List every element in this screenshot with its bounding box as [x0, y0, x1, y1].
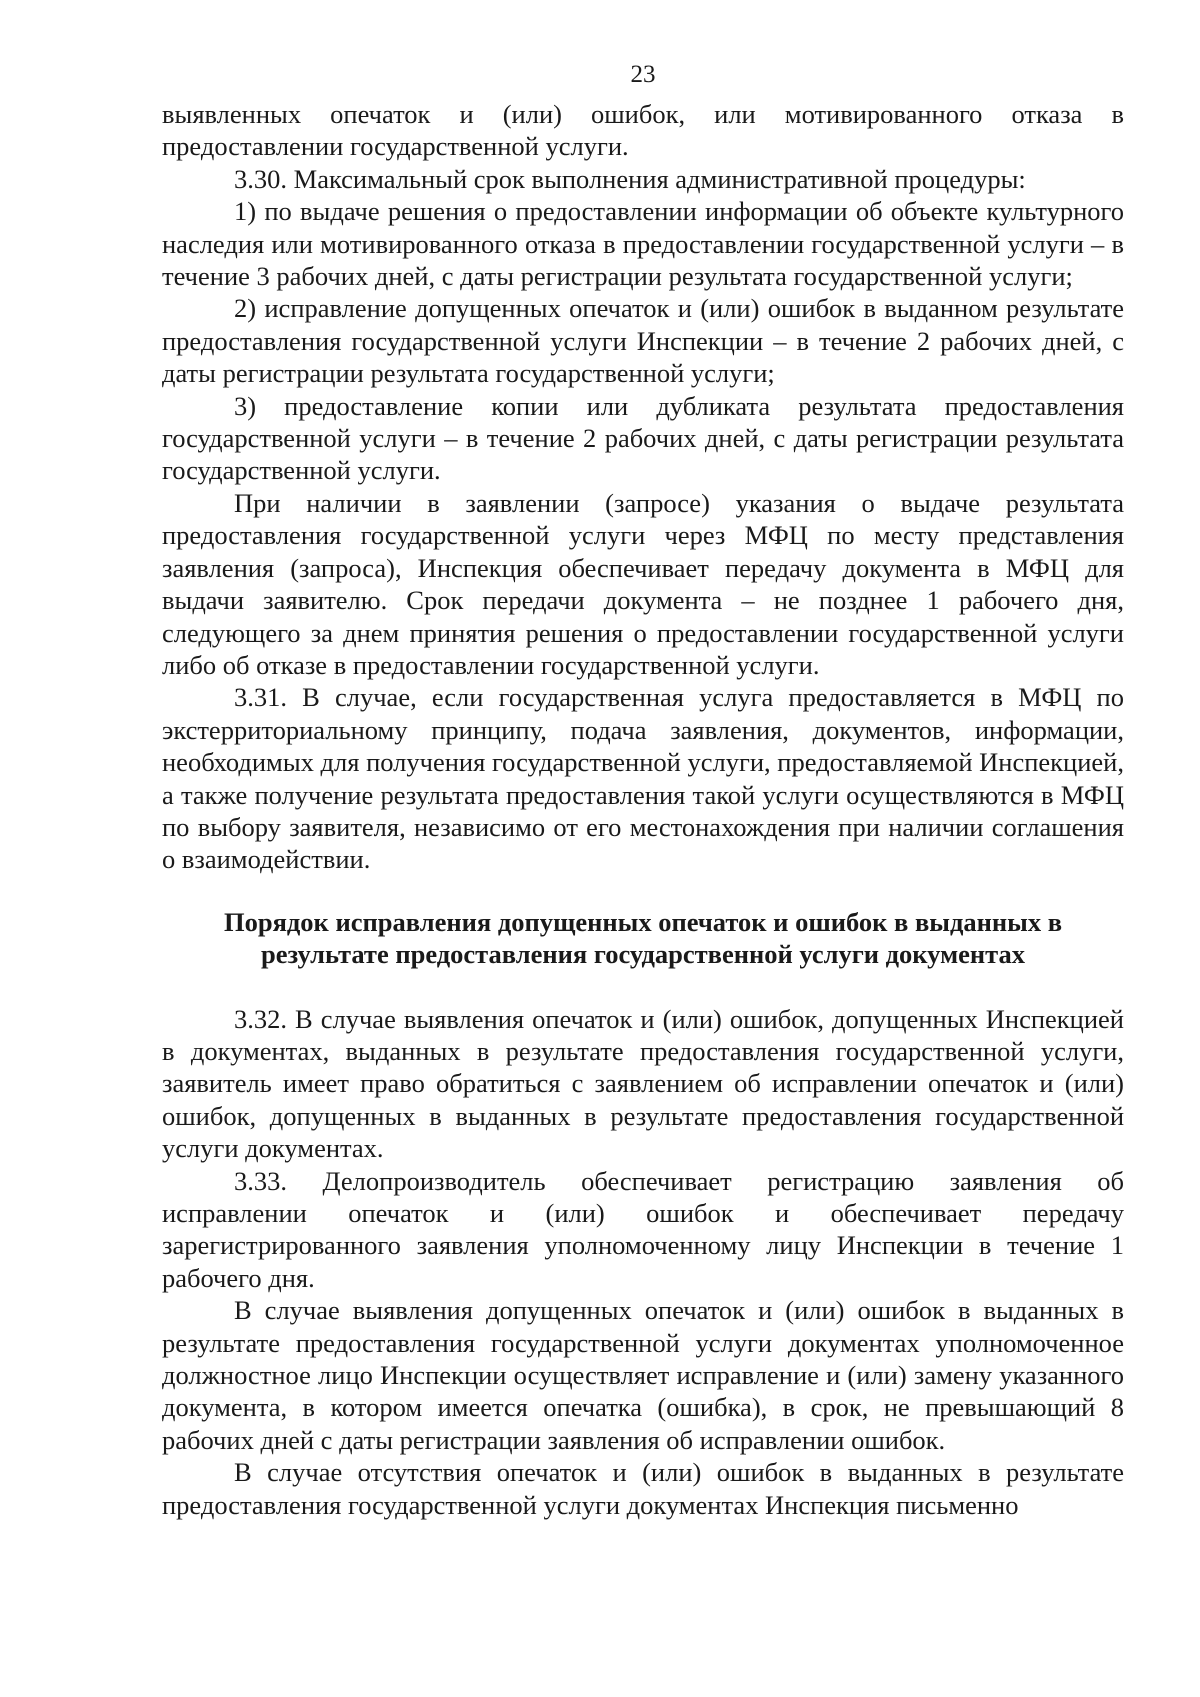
section-heading-line-1: Порядок исправления допущенных опечаток и ошибок в выданных в	[223, 906, 1063, 937]
paragraph-3-33: 3.33. Делопроизводитель обеспечивает регистрацию заявления об исправлении опечаток и (или) ошибок и обеспечивает передачу зарегистрированного заявления уполномоченному лицу Инспекции в течение 1 рабочего дня.	[162, 1165, 1124, 1293]
paragraph-no-errors: В случае отсутствия опечаток и (или) ошибок в выданных в результате предоставления государственной услуги документах Инспекция письменно	[162, 1457, 1124, 1520]
section-heading-line-2: результате предоставления государственной услуги документах	[260, 939, 1026, 970]
paragraph-correction: В случае выявления допущенных опечаток и (или) ошибок в выданных в результате предоставления государственной услуги документах уполномоченное должностное лицо Инспекции осуществляет исправление и (или) замену указанного документа, в котором имеется опечатка (ошибка), в срок, не превышающий 8 рабочих дней с даты регистрации заявления об исправлении ошибок.	[162, 1295, 1124, 1455]
list-item-2: 2) исправление допущенных опечаток и (или) ошибок в выданном результате предоставления государственной услуги Инспекции – в течение 2 рабочих дней, с даты регистрации результата государственной услуги;	[162, 293, 1124, 389]
page-number: 23	[630, 61, 656, 88]
paragraph-3-32: 3.32. В случае выявления опечаток и (или) ошибок, допущенных Инспекцией в документах, выданных в результате предоставления государственной услуги, заявитель имеет право обратиться с заявлением об исправлении опечаток и (или) ошибок, допущенных в выданных в результате предоставления государственной услуги документах.	[162, 1003, 1124, 1164]
list-item-1: 1) по выдаче решения о предоставлении информации об объекте культурного наследия или мотивированного отказа в предоставлении государственной услуги – в течение 3 рабочих дней, с даты регистрации результата государственной услуги;	[162, 196, 1124, 292]
paragraph-3-31: 3.31. В случае, если государственная услуга предоставляется в МФЦ по экстерриториальному принципу, подача заявления, документов, информации, необходимых для получения государственной услуги, предоставляемой Инспекцией, а также получение результата предоставления такой услуги осуществляются в МФЦ по выбору заявителя, независимо от его местонахождения при наличии соглашения о взаимодействии.	[162, 682, 1124, 875]
list-item-3: 3) предоставление копии или дубликата результата предоставления государственной услуги – в течение 2 рабочих дней, с даты регистрации результата государственной услуги.	[162, 390, 1124, 486]
paragraph-3-30: 3.30. Максимальный срок выполнения административной процедуры:	[234, 163, 1026, 194]
paragraph-mfc-transfer: При наличии в заявлении (запросе) указания о выдаче результата предоставления государственной услуги через МФЦ по месту представления заявления (запроса), Инспекция обеспечивает передачу документа в МФЦ для выдачи заявителю. Срок передачи документа – не позднее 1 рабочего дня, следующего за днем принятия решения о предоставлении государственной услуги либо об отказе в предоставлении государственной услуги.	[162, 487, 1124, 680]
paragraph-continuation: выявленных опечаток и (или) ошибок, или мотивированного отказа в предоставлении государственной услуги.	[162, 99, 1124, 162]
document-body	[162, 98, 1124, 1521]
section-heading	[162, 906, 1124, 971]
